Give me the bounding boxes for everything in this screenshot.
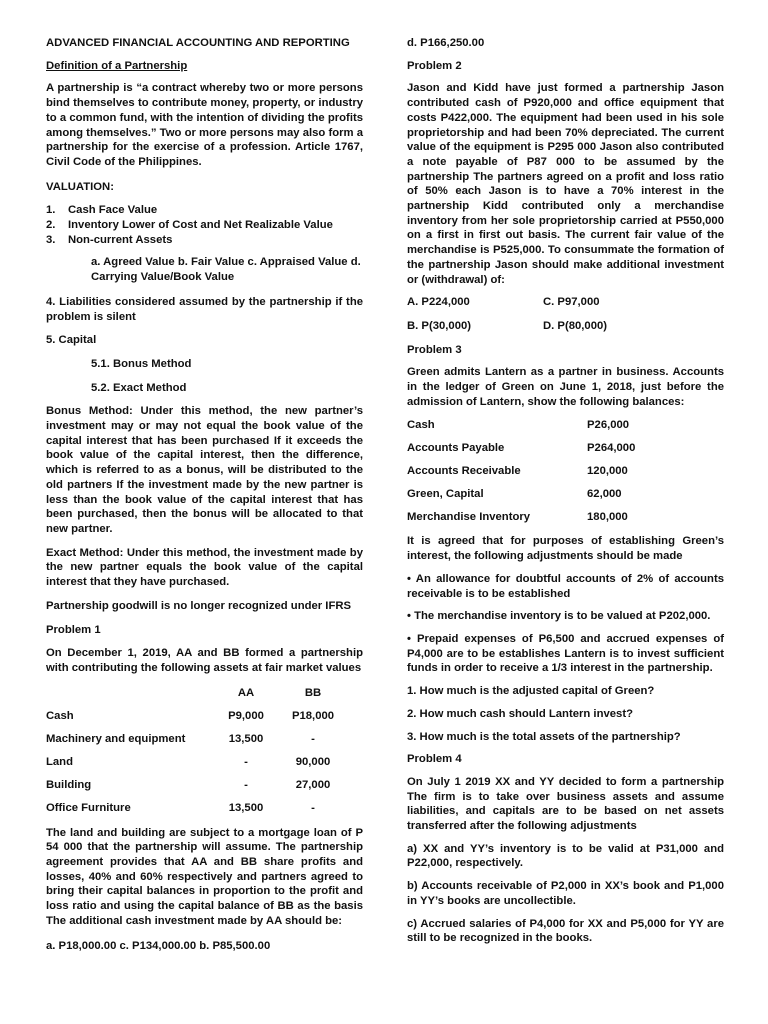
problem-3-bullet: • The merchandise inventory is to be valued at P202,000. — [407, 610, 711, 623]
problem-1-choices: a. P18,000.00 c. P134,000.00 b. P85,500.00 — [46, 939, 271, 952]
bonus-method-item: 5.1. Bonus Method — [91, 357, 192, 370]
list-item: 2. Inventory Lower of Cost and Net Realizable Value — [46, 219, 333, 232]
table-header: AA BB — [237, 686, 322, 699]
problem-3-question: 1. How much is the adjusted capital of Green? — [407, 685, 655, 698]
problem-1-heading: Problem 1 — [46, 623, 101, 636]
problem-1-text: On December 1, 2019, AA and BB formed a partnership with contributing the following assets at fair market values — [46, 647, 363, 674]
exact-method-item: 5.2. Exact Method — [91, 381, 187, 394]
problem-4-text: On July 1 2019 XX and YY decided to form a partnership The firm is to take over business assets and assume liabilities, and capitals are to be based on net assets transferred after the following adjustments — [407, 775, 724, 833]
valuation-subitems: a. Agreed Value b. Fair Value c. Appraised Value d. Carrying Value/Book Value — [91, 256, 361, 284]
liabilities-item: 4. Liabilities considered assumed by the partnership if the problem is silent — [46, 295, 363, 323]
valuation-list — [46, 203, 363, 247]
problem-3-bullet: • An allowance for doubtful accounts of 2% of accounts receivable is to be established — [407, 572, 724, 600]
doc-title: ADVANCED FINANCIAL ACCOUNTING AND REPORTING — [46, 37, 350, 49]
table-row: Machinery and equipment 13,500 - — [46, 732, 315, 745]
problem-1-text-2: The land and building are subject to a mortgage loan of P 54 000 that the partnership will assume. The partnership agreement provides that AA and BB share profits and losses, 40% and 60% respectively and partners agreed to bring their capital balances in proportion to the profit and loss ratio and using the capital balance of BB as the basis The additional cash investment made by AA should be: — [46, 826, 363, 927]
problem-3-bullet: • Prepaid expenses of P6,500 and accrued expenses of P4,000 are to be establishes Lantern is to invest sufficient funds in order to receive a 1/3 interest in the partnership. — [407, 632, 724, 675]
table-row: Cash P26,000 — [407, 418, 630, 431]
problem-3-table — [407, 413, 724, 528]
problem-3-text: Green admits Lantern as a partner in business. Accounts in the ledger of Green on June 1, 2018, just before the admission of Lantern, show the following balances: — [407, 366, 724, 408]
list-item: 1. Cash Face Value — [46, 204, 158, 217]
problem-4-heading: Problem 4 — [407, 753, 462, 766]
problem-2-choices-row-2: B. P(30,000) D. P(80,000) — [407, 319, 608, 332]
table-row: Accounts Receivable 120,000 — [407, 464, 628, 477]
table-row: Office Furniture 13,500 - — [46, 801, 315, 814]
right-column — [407, 36, 724, 946]
table-row: Green, Capital 62,000 — [407, 487, 622, 500]
problem-2-heading: Problem 2 — [407, 59, 462, 72]
exact-method-text: Exact Method: Under this method, the investment made by the new partner equals the book value of the capital interest that they have purchased. — [46, 546, 363, 589]
problem-3-question: 3. How much is the total assets of the partnership? — [407, 730, 681, 743]
table-row: Land - 90,000 — [46, 755, 331, 768]
problem-3-heading: Problem 3 — [407, 343, 462, 356]
problem-1-table — [46, 682, 363, 820]
choice-d: d. P166,250.00 — [407, 37, 485, 49]
table-row: Building - 27,000 — [46, 778, 331, 791]
problem-4-item: c) Accrued salaries of P4,000 for XX and P5,000 for YY are still to be recognized in the books. — [407, 917, 724, 945]
problem-4-item: a) XX and YY’s inventory is to be valid at P31,000 and P22,000, respectively. — [407, 842, 724, 870]
valuation-heading: VALUATION: — [46, 180, 114, 193]
problem-3-text-2: It is agreed that for purposes of establishing Green’s interest, the following adjustments should be made — [407, 535, 724, 563]
bonus-method-text: Bonus Method: Under this method, the new partner’s investment may or may not equal the book value of the capital interest that has been purchased If it exceeds the book value of the capital interest, then the difference, which is referred to as a bonus, will be distributed to the old partners If the investment made by the new partner is less than the book value of the capital interest that has been purchased, then the bonus will be allocated to that new partner. — [46, 405, 363, 535]
capital-item: 5. Capital — [46, 334, 97, 347]
table-row: Cash P9,000 P18,000 — [46, 709, 335, 722]
definition-text: A partnership is “a contract whereby two or more persons bind themselves to contribute money, property, or industry to a common fund, with the intention of dividing the profits among themselves.” Two or more persons may also form a partnership for the exercise of a profession. Article 1767, Civil Code of the Philippines. — [46, 82, 363, 168]
left-column — [46, 36, 363, 953]
table-row: Accounts Payable P264,000 — [407, 441, 636, 454]
problem-3-question: 2. How much cash should Lantern invest? — [407, 707, 633, 720]
problem-4-item: b) Accounts receivable of P2,000 in XX’s book and P1,000 in YY’s books are uncollectible. — [407, 880, 724, 907]
table-row: Merchandise Inventory 180,000 — [407, 510, 628, 523]
list-item: 3. Non-current Assets — [46, 233, 173, 246]
definition-heading: Definition of a Partnership — [46, 59, 188, 72]
problem-2-text: Jason and Kidd have just formed a partnership Jason contributed cash of P920,000 and office equipment that costs P422,000. The equipment had been used in his sole proprietorship and had been 70% depreciated. The current value of the equipment is P295 000 Jason also contributed a note payable of P87 000 to be assumed by the partnership The partners agreed on a profit and loss ratio of 50% each Jason is to have a 70% interest in the partnership Kidd contributed only a merchandise inventory from her sole proprietorship carried at P550,000 on a first in first out basis. The current fair value of the merchandise is P525,000. To consummate the formation of the partnership Jason should make additional investment or (withdrawal) of: — [407, 82, 724, 286]
problem-2-choices-row-1: A. P224,000 C. P97,000 — [407, 296, 600, 309]
goodwill-note: Partnership goodwill is no longer recognized under IFRS — [46, 599, 352, 612]
